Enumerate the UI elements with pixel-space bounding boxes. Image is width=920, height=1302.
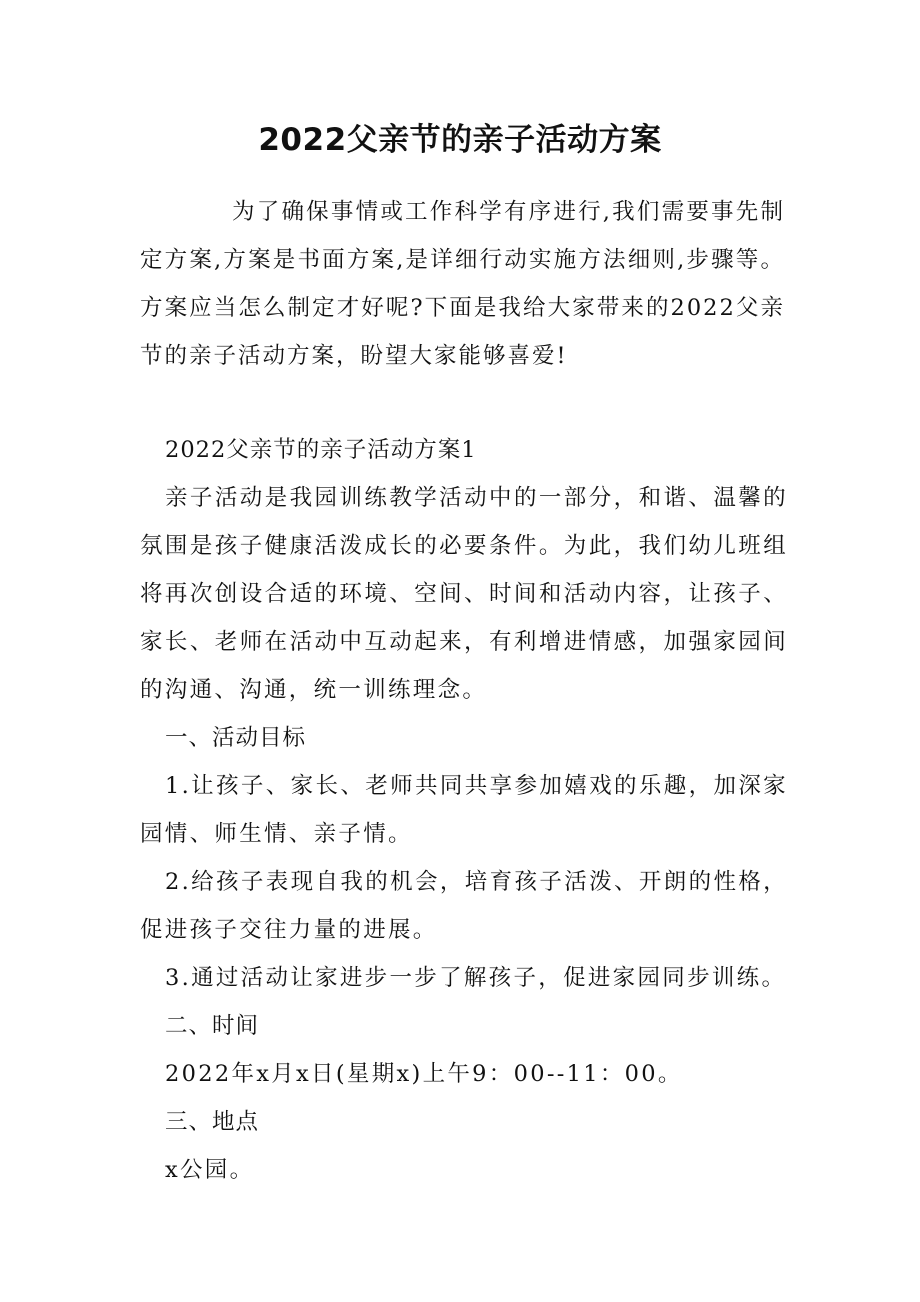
heading-place: 三、地点	[165, 1109, 260, 1135]
heading-activity-goals: 一、活动目标	[165, 725, 307, 751]
goal-item-1: 1.让孩子、家长、老师共同共享参加嬉戏的乐趣，加深家园情、师生情、亲子情。	[140, 773, 788, 847]
goal-item-3: 3.通过活动让家进步一步了解孩子，促进家园同步训练。	[165, 965, 787, 991]
document-title: 2022父亲节的亲子活动方案	[258, 122, 662, 158]
intro-paragraph: 为了确保事情或工作科学有序进行,我们需要事先制定方案,方案是书面方案,是详细行动实施方法细则,步骤等。方案应当怎么制定才好呢?下面是我给大家带来的2022父亲节的亲子活动方案，盼望大家能够喜爱!	[140, 199, 785, 369]
time-value: 2022年x月x日(星期x)上午9：00--11：00。	[165, 1061, 683, 1087]
paragraph-intro-activity: 亲子活动是我园训练教学活动中的一部分，和谐、温馨的氛围是孩子健康活泼成长的必要条件。为此，我们幼儿班组将再次创设合适的环境、空间、时间和活动内容，让孩子、家长、老师在活动中互动起来，有利增进情感，加强家园间的沟通、沟通，统一训练理念。	[140, 485, 788, 703]
document-body	[140, 426, 788, 1194]
goal-item-2: 2.给孩子表现自我的机会，培育孩子活泼、开朗的性格，促进孩子交往力量的进展。	[140, 869, 788, 943]
heading-time: 二、时间	[165, 1013, 260, 1039]
section-title: 2022父亲节的亲子活动方案1	[165, 437, 477, 463]
place-value: x公园。	[165, 1157, 255, 1183]
